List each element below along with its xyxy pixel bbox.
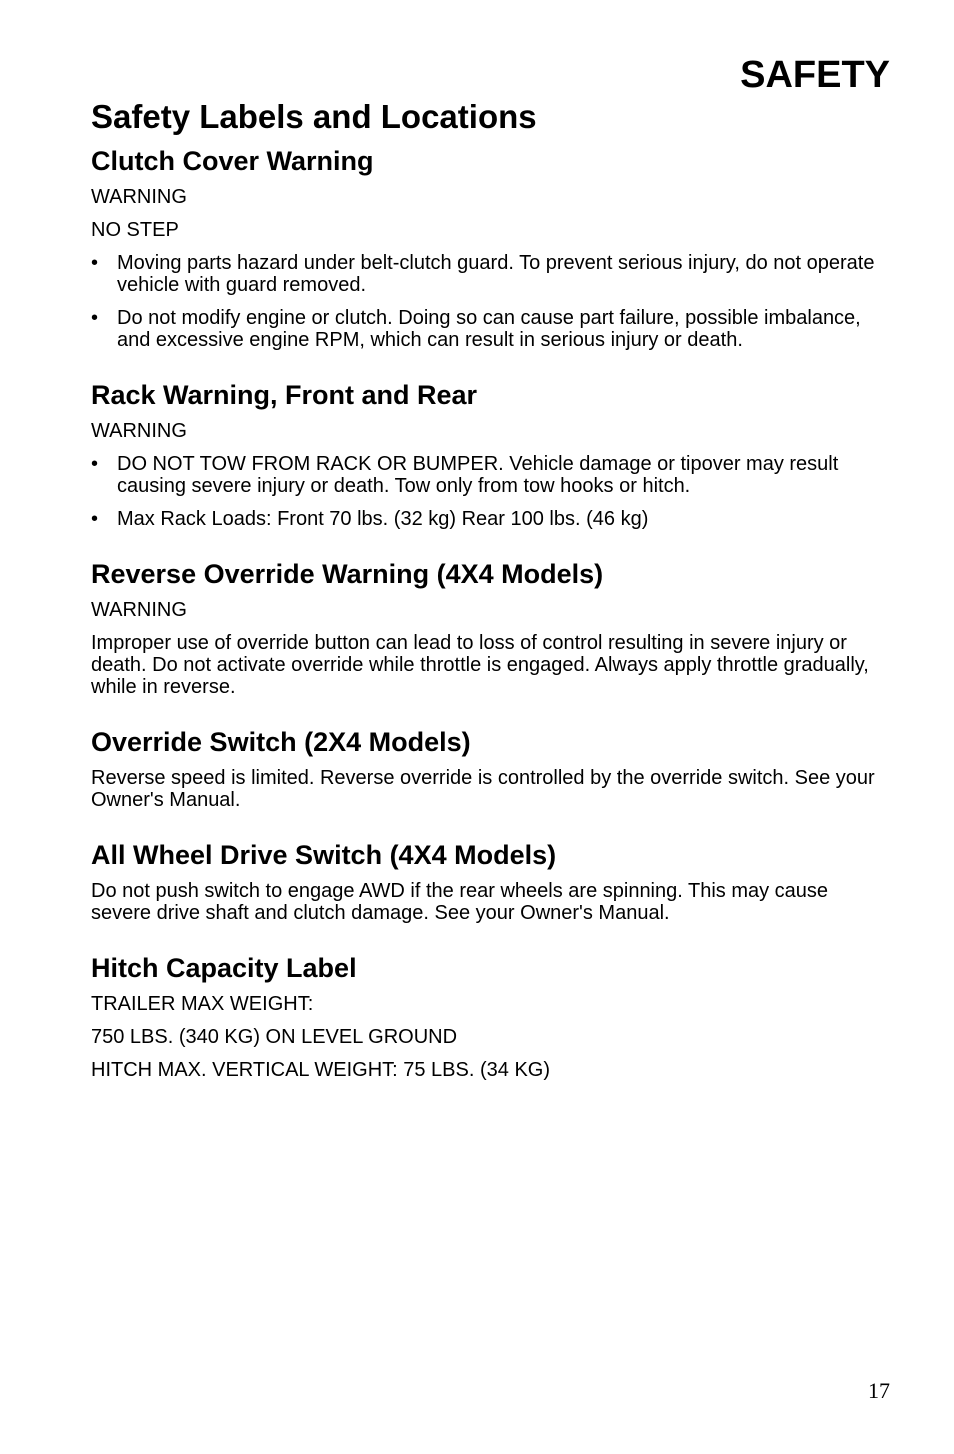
- bullet-glyph: •: [91, 508, 99, 530]
- bullet-glyph: •: [91, 252, 99, 274]
- list-item-text: DO NOT TOW FROM RACK OR BUMPER. Vehicle damage or tipover may result causing severe injury or death. Tow only from tow hooks or hitch.: [117, 453, 839, 497]
- body-paragraph: Do not push switch to engage AWD if the rear wheels are spinning. This may cause severe drive shaft and clutch damage. See your Owner's Manual.: [91, 880, 829, 924]
- section-title: Clutch Cover Warning: [91, 146, 374, 176]
- section-title: Rack Warning, Front and Rear: [91, 380, 478, 410]
- section-all-wheel-drive-switch: [91, 838, 891, 924]
- list-item: [91, 508, 891, 530]
- bullet-glyph: •: [91, 307, 99, 329]
- page-title: Safety Labels and Locations: [91, 98, 537, 135]
- section-title: Reverse Override Warning (4X4 Models): [91, 559, 604, 589]
- list-item: [91, 307, 891, 351]
- section-clutch-cover-warning: [91, 144, 891, 351]
- section-rack-warning: [91, 378, 891, 530]
- list-item: [91, 453, 891, 497]
- label-text: HITCH MAX. VERTICAL WEIGHT: 75 LBS. (34 KG): [91, 1059, 550, 1081]
- bullet-glyph: •: [91, 453, 99, 475]
- list-item: [91, 252, 891, 296]
- section-title: Hitch Capacity Label: [91, 953, 357, 983]
- label-text: WARNING: [91, 420, 187, 442]
- section-title: Override Switch (2X4 Models): [91, 727, 471, 757]
- label-text: TRAILER MAX WEIGHT:: [91, 993, 314, 1015]
- bullet-list: [91, 453, 891, 530]
- section-reverse-override-warning: [91, 557, 891, 698]
- label-text: WARNING: [91, 186, 187, 208]
- label-text: WARNING: [91, 599, 187, 621]
- body-paragraph: Reverse speed is limited. Reverse override is controlled by the override switch. See your Owner's Manual.: [91, 767, 875, 811]
- list-item-text: Do not modify engine or clutch. Doing so can cause part failure, possible imbalance, and excessive engine RPM, which can result in serious injury or death.: [117, 307, 861, 351]
- bullet-list: [91, 252, 891, 351]
- section-title: All Wheel Drive Switch (4X4 Models): [91, 840, 557, 870]
- body-paragraph: Improper use of override button can lead to loss of control resulting in severe injury or death. Do not activate override while throttle is engaged. Always apply throttle gradually, while in reverse.: [91, 632, 869, 698]
- label-text: NO STEP: [91, 219, 179, 241]
- page-number: 17: [868, 1378, 890, 1403]
- page-content: [91, 96, 891, 1108]
- running-head: SAFETY: [740, 54, 890, 96]
- list-item-text: Moving parts hazard under belt-clutch guard. To prevent serious injury, do not operate vehicle with guard removed.: [117, 252, 875, 296]
- section-override-switch: [91, 725, 891, 811]
- section-hitch-capacity-label: [91, 951, 891, 1081]
- label-text: 750 LBS. (340 KG) ON LEVEL GROUND: [91, 1026, 458, 1048]
- list-item-text: Max Rack Loads: Front 70 lbs. (32 kg) Rear 100 lbs. (46 kg): [117, 508, 649, 530]
